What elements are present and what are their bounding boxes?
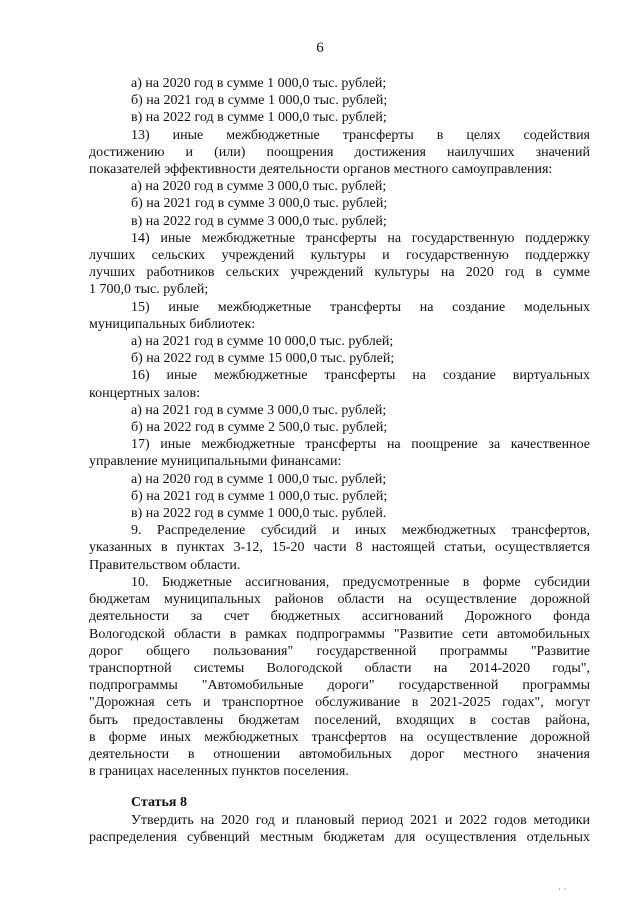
text-line: указанных в пунктах 3-12, 15-20 части 8 настоящей статьи, осуществляется: [89, 540, 590, 556]
text-line: б) на 2021 год в сумме 1 000,0 тыс. рублей;: [131, 488, 388, 504]
text-line: 16) иные межбюджетные трансферты на создание виртуальных: [131, 368, 590, 384]
text-line: деятельности за счет бюджетных ассигнований Дорожного фонда: [89, 609, 590, 625]
text-line: б) на 2021 год в сумме 3 000,0 тыс. рублей;: [131, 196, 388, 212]
text-line: лучших сельских учреждений культуры и государственную поддержку: [89, 248, 590, 264]
body-lines: [89, 75, 590, 780]
text-line: управление муниципальными финансами:: [89, 454, 342, 470]
article-8-text: [89, 812, 590, 846]
text-line: 9. Распределение субсидий и иных межбюджетных трансфертов,: [131, 523, 590, 539]
text-line: а) на 2020 год в сумме 1 000,0 тыс. рублей;: [131, 76, 387, 91]
text-line: муниципальных библиотек:: [89, 316, 256, 332]
page-number: 6: [316, 40, 324, 56]
text-line: б) на 2021 год в сумме 1 000,0 тыс. рублей;: [131, 93, 388, 109]
text-line: а) на 2021 год в сумме 10 000,0 тыс. рублей;: [131, 334, 394, 350]
text-line: показателей эффективности деятельности органов местного самоуправления:: [89, 162, 553, 178]
text-line: 13) иные межбюджетные трансферты в целях содействия: [131, 127, 590, 143]
text-line: 17) иные межбюджетные трансферты на поощрение за качественное: [131, 437, 590, 453]
text-line: Правительством области.: [89, 557, 241, 573]
text-line: распределения субвенций местным бюджетам для осуществления отдельных: [89, 829, 590, 845]
text-line: в) на 2022 год в сумме 3 000,0 тыс. рублей;: [131, 213, 387, 229]
article-heading: Статья 8: [131, 795, 187, 811]
text-line: деятельности в отношении автомобильных дорог местного значения: [89, 746, 590, 762]
corner-mark: · ·: [558, 884, 567, 894]
text-line: а) на 2020 год в сумме 3 000,0 тыс. рублей;: [131, 179, 387, 195]
text-line: б) на 2022 год в сумме 15 000,0 тыс. рублей;: [131, 351, 395, 367]
text-line: лучших работников сельских учреждений культуры на 2020 год в сумме: [89, 265, 590, 281]
text-line: в границах населенных пунктов поселения.: [89, 764, 349, 780]
text-line: транспортной системы Вологодской области на 2014-2020 годы",: [89, 660, 590, 676]
text-line: 1 700,0 тыс. рублей;: [89, 282, 209, 298]
document-body: [89, 75, 590, 846]
text-line: а) на 2020 год в сумме 1 000,0 тыс. рублей;: [131, 471, 387, 487]
text-line: 15) иные межбюджетные трансферты на создание модельных: [131, 299, 590, 315]
text-line: 10. Бюджетные ассигнования, предусмотренные в форме субсидии: [131, 574, 590, 590]
text-line: концертных залов:: [89, 385, 200, 401]
text-line: "Дорожная сеть и транспортное обслуживание в 2021-2025 годах", могут: [89, 695, 590, 711]
text-line: Вологодской области в рамках подпрограммы "Развитие сети автомобильных: [89, 626, 590, 642]
text-line: бюджетам муниципальных районов области на осуществление дорожной: [89, 592, 590, 608]
text-line: в форме иных межбюджетных трансфертов на осуществление дорожной: [89, 729, 590, 745]
text-line: б) на 2022 год в сумме 2 500,0 тыс. рублей;: [131, 420, 388, 436]
text-line: Утвердить на 2020 год и плановый период 2021 и 2022 годов методики: [131, 812, 590, 828]
text-line: достижению и (или) поощрения достижения наилучших значений: [89, 144, 590, 160]
text-line: в) на 2022 год в сумме 1 000,0 тыс. рублей.: [131, 506, 387, 522]
text-line: подпрограммы "Автомобильные дороги" государственной программы: [89, 678, 590, 694]
text-line: а) на 2021 год в сумме 3 000,0 тыс. рублей;: [131, 402, 387, 418]
text-line: быть предоставлены бюджетам поселений, входящих в состав района,: [89, 712, 590, 728]
text-line: 14) иные межбюджетные трансферты на государственную поддержку: [131, 230, 590, 246]
text-line: дорог общего пользования" государственной программы "Развитие: [89, 643, 590, 659]
text-line: в) на 2022 год в сумме 1 000,0 тыс. рублей;: [131, 110, 387, 126]
